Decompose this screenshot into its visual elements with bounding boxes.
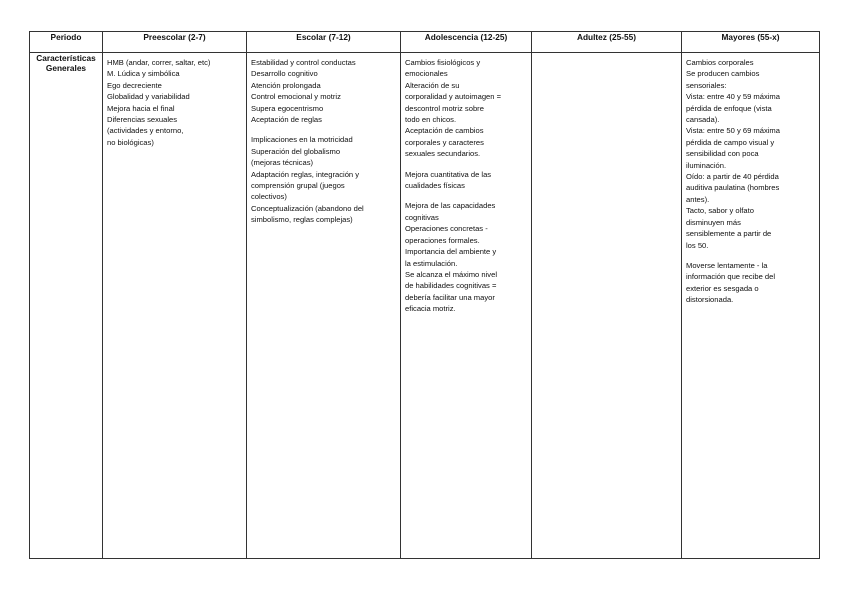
cell-line: información que recibe del [686, 272, 776, 282]
line-spacer [251, 125, 396, 134]
cell-line: eficacia motriz. [405, 304, 456, 314]
cell-line: Se alcanza el máximo nivel [405, 269, 498, 279]
header-adolescencia: Adolescencia (12-25) [401, 32, 532, 53]
cell-line: corporales y caracteres [405, 137, 484, 147]
cell-line: Implicaciones en la motricidad [251, 135, 353, 145]
cell-line: todo en chicos. [405, 115, 457, 125]
cell-line: auditiva paulatina (hombres [686, 183, 780, 193]
cell-line: Mejora cuantitativa de las [405, 169, 492, 179]
cell-adultez [532, 53, 682, 559]
cell-line: la estimulación. [405, 258, 458, 268]
cell-line: colectivos) [251, 192, 287, 202]
header-periodo: Periodo [30, 32, 103, 53]
cell-line: Globalidad y variabilidad [107, 92, 190, 102]
cell-line: Aceptación de reglas [251, 115, 322, 125]
cell-line: corporalidad y autoimagen = [405, 92, 502, 102]
cell-line: los 50. [686, 240, 709, 250]
header-mayores: Mayores (55-x) [682, 32, 820, 53]
cell-line: Oído: a partir de 40 pérdida [686, 172, 779, 182]
cell-line: sensibilidad con poca [686, 149, 759, 159]
cell-line: antes). [686, 194, 710, 204]
row-label-caracteristicas [30, 53, 103, 559]
cell-line: Mejora hacia el final [107, 103, 175, 113]
cell-line: Conceptualización (abandono del [251, 203, 364, 213]
header-preescolar: Preescolar (2-7) [103, 32, 247, 53]
cell-preescolar [103, 53, 247, 559]
development-table [29, 31, 820, 559]
cell-line: emocionales [405, 69, 448, 79]
cell-line: Alteración de su [405, 80, 460, 90]
cell-line: Operaciones concretas - [405, 224, 488, 234]
cell-line: Moverse lentamente - la [686, 260, 768, 270]
cell-line: Diferencias sexuales [107, 115, 178, 125]
cell-line: sensoriales: [686, 80, 727, 90]
cell-line: distorsionada. [686, 295, 734, 305]
cell-line: Supera egocentrismo [251, 103, 324, 113]
cell-line: pérdida de campo visual y [686, 137, 775, 147]
cell-line: de habilidades cognitivas = [405, 281, 497, 291]
line-spacer [405, 191, 527, 200]
cell-line: simbolismo, reglas complejas) [251, 215, 353, 225]
line-spacer [405, 160, 527, 169]
cell-mayores [682, 53, 820, 559]
cell-line: Estabilidad y control conductas [251, 58, 356, 67]
line-spacer [686, 251, 815, 260]
cell-line: Tacto, sabor y olfato [686, 206, 754, 216]
cell-line: Superación del globalismo [251, 146, 341, 156]
cell-line: sexuales secundarios. [405, 149, 481, 159]
cell-line: Ego decreciente [107, 80, 162, 90]
header-adultez: Adultez (25-55) [532, 32, 682, 53]
caracteristicas-row [30, 53, 820, 559]
cell-line: pérdida de enfoque (vista [686, 103, 772, 113]
header-escolar: Escolar (7-12) [247, 32, 401, 53]
cell-adolescencia [401, 53, 532, 559]
cell-line: Control emocional y motriz [251, 92, 341, 102]
cell-line: iluminación. [686, 160, 727, 170]
cell-line: Aceptación de cambios [405, 126, 484, 136]
cell-line: comprensión grupal (juegos [251, 181, 345, 191]
cell-line: descontrol motriz sobre [405, 103, 484, 113]
cell-line: (mejoras técnicas) [251, 158, 314, 168]
cell-line: Cambios corporales [686, 58, 754, 67]
cell-line: operaciones formales. [405, 235, 480, 245]
cell-line: Atención prolongada [251, 80, 321, 90]
cell-line: HMB (andar, correr, saltar, etc) [107, 58, 211, 67]
cell-line: Importancia del ambiente y [405, 247, 497, 257]
cell-line: Desarrollo cognitivo [251, 69, 318, 79]
header-row [30, 32, 820, 53]
cell-line: Adaptación reglas, integración y [251, 169, 360, 179]
cell-line: disminuyen más [686, 217, 741, 227]
row-label-line: Características [36, 53, 96, 63]
cell-line: cualidades físicas [405, 181, 465, 191]
cell-line: Se producen cambios [686, 69, 760, 79]
cell-line: sensiblemente a partir de [686, 229, 772, 239]
row-label-line: Generales [45, 63, 87, 73]
cell-line: Mejora de las capacidades [405, 201, 496, 211]
cell-line: Vista: entre 50 y 69 máxima [686, 126, 780, 136]
cell-line: M. Lúdica y simbólica [107, 69, 180, 79]
cell-line: cansada). [686, 115, 720, 125]
cell-line: Vista: entre 40 y 59 máxima [686, 92, 780, 102]
cell-line: Cambios fisiológicos y [405, 58, 481, 67]
cell-line: (actividades y entorno, [107, 126, 184, 136]
cell-escolar [247, 53, 401, 559]
cell-line: cognitivas [405, 212, 439, 222]
cell-line: no biológicas) [107, 137, 154, 147]
cell-line: exterior es sesgada o [686, 283, 759, 293]
cell-line: debería facilitar una mayor [405, 292, 495, 302]
